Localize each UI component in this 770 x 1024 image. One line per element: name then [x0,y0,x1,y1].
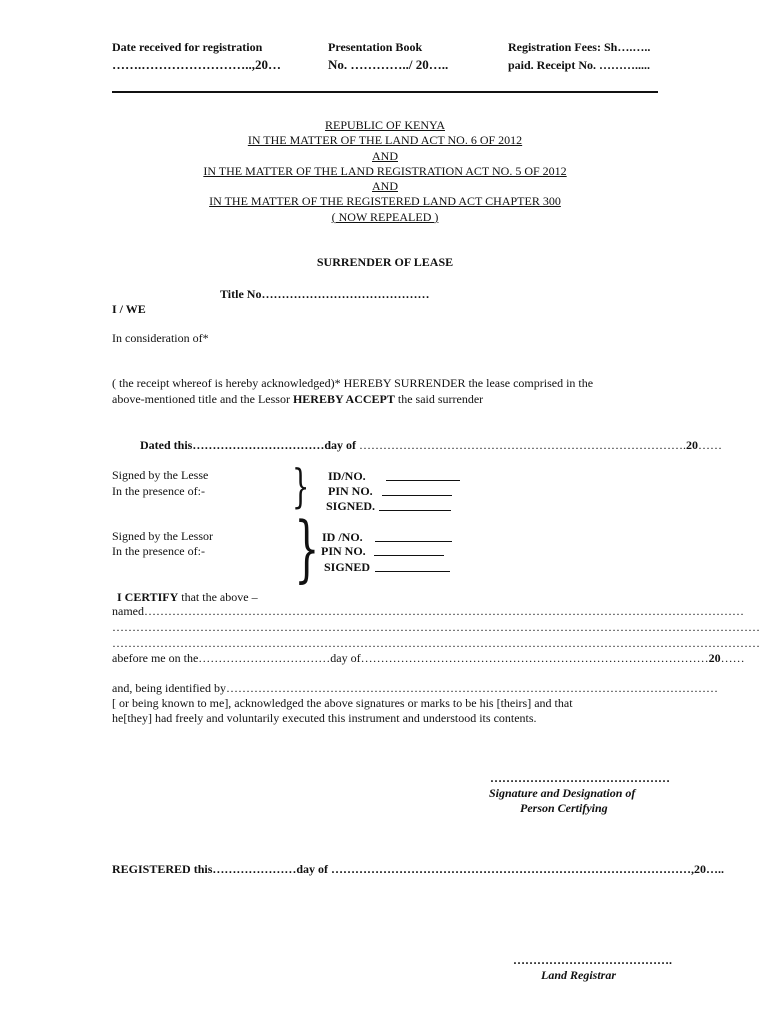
before-me-year-dots: …… [720,651,745,665]
signed-by-lessee-label: Signed by the Lesse [112,468,209,482]
receipt-clause-end: the said surrender [394,392,484,406]
before-me-line[interactable] [112,651,745,666]
dated-year-dots: …… [698,438,723,452]
dated-month-dots: ………………………………………………………………………. [356,438,687,452]
lessee-pin-field[interactable] [382,484,452,496]
before-me-year: 20 [708,651,721,665]
lessee-id-label: ID/NO. [328,469,366,483]
identified-by-field[interactable]: and, being identified by…………………………………………………………………………………………………………… [112,681,718,695]
hereby-accept-text: HEREBY ACCEPT [292,392,395,406]
lessee-presence-label: In the presence of:- [112,484,205,498]
lessor-presence-label: In the presence of:- [112,544,205,558]
heading-now-repealed: ( NOW REPEALED ) [331,209,439,224]
date-received-label: Date received for registration [112,40,263,54]
certify-rest-text: that the above – [178,590,258,604]
consideration-field[interactable]: In consideration of* [112,331,209,345]
registrar-signature-line[interactable]: …………………………………. [513,953,672,967]
heading-and-1: AND [372,148,398,163]
certify-line [117,590,258,605]
lessor-signed-label: SIGNED [324,560,371,574]
lessor-signature-field[interactable] [375,560,450,572]
lessor-id-field[interactable] [375,530,452,542]
lessor-pin-label: PIN NO. [321,544,366,558]
i-certify-text: I CERTIFY [117,590,179,604]
person-certifying-label: Person Certifying [520,801,608,815]
heading-republic: REPUBLIC OF KENYA [324,118,445,132]
lessee-signed-label: SIGNED. [326,499,376,513]
form-title: SURRENDER OF LEASE [316,255,454,269]
certify-dots-line-2[interactable]: ……………………………………………………………………………………………………………………………………………… [112,636,760,650]
before-me-text: abefore me on the……………………………day of…………………………………………………………………………… [112,651,709,665]
land-registrar-label: Land Registrar [541,968,617,982]
presentation-book-label: Presentation Book [328,40,423,54]
lessee-brace-icon: } [291,459,310,513]
date-received-field[interactable]: …….……………………..,20… [112,57,281,72]
presentation-book-field[interactable]: No. …………../ 20….. [328,57,449,72]
lessee-signature-field[interactable] [379,499,451,511]
lessee-pin-label: PIN NO. [328,484,373,498]
heading-land-act: IN THE MATTER OF THE LAND ACT NO. 6 OF 2012 [247,133,523,148]
receipt-clause-line1: ( the receipt whereof is hereby acknowledged)* HEREBY SURRENDER the lease comprised in the [112,376,594,390]
header-divider [112,91,658,93]
dated-year-prefix: 20 [686,438,699,452]
heading-land-registration-act: IN THE MATTER OF THE LAND REGISTRATION ACT NO. 5 OF 2012 [203,163,567,178]
receipt-clause-text: above-mentioned title and the Lessor [112,392,293,406]
executed-text: he[they] had freely and voluntarily executed this instrument and understood its contents. [112,711,537,725]
title-number-field[interactable]: Title No…………………………………… [220,287,430,301]
lessor-brace-icon: } [294,506,320,590]
dated-line[interactable] [140,438,722,453]
lessor-pin-field[interactable] [374,544,444,556]
certify-dots-line-1[interactable]: ……………………………………………………………………………………………………………………………………………… [112,620,760,634]
certifying-signature-line[interactable]: ……………………………………… [490,771,670,785]
heading-registered-land-act: IN THE MATTER OF THE REGISTERED LAND ACT CHAPTER 300 [209,194,561,209]
heading-and-2: AND [372,179,398,194]
dated-day-text: Dated this……………………………day of [140,438,357,452]
lessor-id-label: ID /NO. [322,530,363,544]
receipt-clause-line2 [112,392,483,407]
lessee-id-field[interactable] [386,469,460,481]
parties-label: I / WE [112,302,146,316]
legal-heading [0,118,770,225]
certify-named-field[interactable]: named…………………………………………………………………………………………………………………………………… [112,604,744,618]
receipt-number-field[interactable]: paid. Receipt No. ………..... [508,58,650,72]
signed-by-lessor-label: Signed by the Lessor [112,529,213,543]
acknowledged-text: [ or being known to me], acknowledged the above signatures or marks to be his [theirs] and that [112,696,573,710]
signature-designation-label: Signature and Designation of [489,786,636,800]
registered-line[interactable]: REGISTERED this…………………day of ………………………………………………………………………………,20….. [112,862,725,876]
registration-fees-field[interactable]: Registration Fees: Sh….….. [508,40,651,54]
